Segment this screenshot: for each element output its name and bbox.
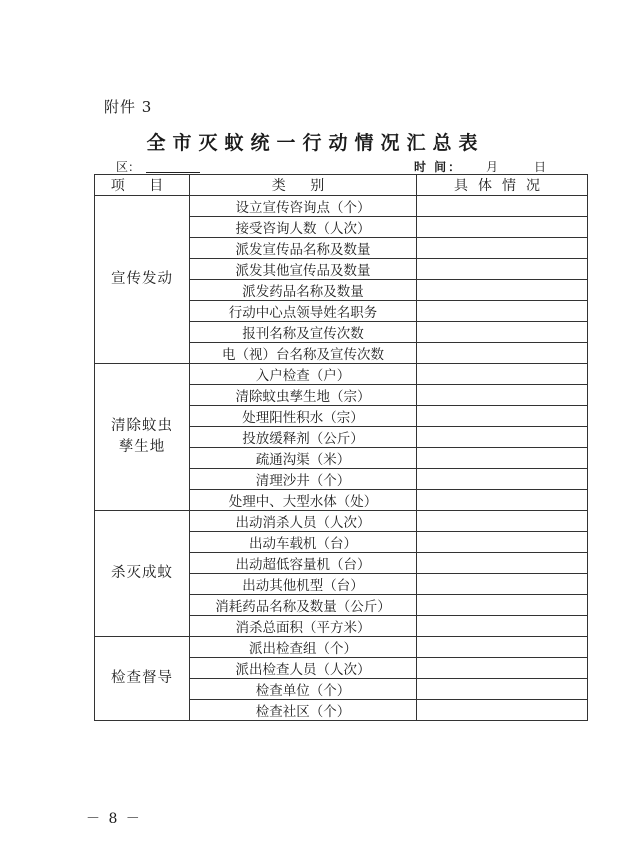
detail-cell[interactable]: [417, 637, 588, 658]
detail-cell[interactable]: [417, 364, 588, 385]
detail-cell[interactable]: [417, 469, 588, 490]
category-cell: 消杀总面积（平方米）: [190, 616, 417, 637]
detail-cell[interactable]: [417, 385, 588, 406]
detail-cell[interactable]: [417, 574, 588, 595]
page-number: － 8 －: [86, 811, 142, 827]
header-details: 具体情况: [417, 175, 588, 196]
category-cell: 消耗药品名称及数量（公斤）: [190, 595, 417, 616]
summary-table: [94, 174, 588, 721]
detail-cell[interactable]: [417, 679, 588, 700]
header-project: 项 目: [95, 175, 190, 196]
category-cell: 出动消杀人员（人次）: [190, 511, 417, 532]
table-row: [95, 637, 588, 658]
detail-cell[interactable]: [417, 301, 588, 322]
category-cell: 出动车载机（台）: [190, 532, 417, 553]
table-row: [95, 511, 588, 532]
category-cell: 疏通沟渠（米）: [190, 448, 417, 469]
detail-cell[interactable]: [417, 532, 588, 553]
category-cell: 清除蚊虫孳生地（宗）: [190, 385, 417, 406]
category-cell: 报刊名称及宣传次数: [190, 322, 417, 343]
district-label: 区：: [116, 160, 141, 174]
detail-cell[interactable]: [417, 616, 588, 637]
section-inspection: 检查督导: [95, 637, 190, 721]
category-cell: 检查社区（个）: [190, 700, 417, 721]
category-cell: 检查单位（个）: [190, 679, 417, 700]
section-breeding-site: 清除蚊虫孳生地: [95, 364, 190, 511]
category-cell: 处理阳性积水（宗）: [190, 406, 417, 427]
detail-cell[interactable]: [417, 196, 588, 217]
date-label: 时 间：: [414, 160, 463, 174]
detail-cell[interactable]: [417, 595, 588, 616]
table-row: [95, 364, 588, 385]
category-cell: 派发宣传品名称及数量: [190, 238, 417, 259]
category-cell: 派发其他宣传品及数量: [190, 259, 417, 280]
category-cell: 派发药品名称及数量: [190, 280, 417, 301]
attachment-label: 附件 3: [104, 98, 153, 116]
detail-cell[interactable]: [417, 280, 588, 301]
category-cell: 派出检查人员（人次）: [190, 658, 417, 679]
category-cell: 电（视）台名称及宣传次数: [190, 343, 417, 364]
category-cell: 行动中心点领导姓名职务: [190, 301, 417, 322]
detail-cell[interactable]: [417, 406, 588, 427]
category-cell: 清理沙井（个）: [190, 469, 417, 490]
month-label: 月: [486, 160, 499, 174]
table-header-row: [95, 175, 588, 196]
detail-cell[interactable]: [417, 238, 588, 259]
day-label: 日: [534, 160, 547, 174]
detail-cell[interactable]: [417, 490, 588, 511]
table-row: [95, 196, 588, 217]
detail-cell[interactable]: [417, 448, 588, 469]
document-title: 全市灭蚊统一行动情况汇总表: [146, 132, 485, 154]
category-cell: 设立宣传咨询点（个）: [190, 196, 417, 217]
detail-cell[interactable]: [417, 658, 588, 679]
meta-row: [96, 157, 588, 175]
detail-cell[interactable]: [417, 511, 588, 532]
category-cell: 出动超低容量机（台）: [190, 553, 417, 574]
detail-cell[interactable]: [417, 343, 588, 364]
header-category: 类 别: [190, 175, 417, 196]
section-adult-mosquito: 杀灭成蚊: [95, 511, 190, 637]
district-fill-line: [146, 172, 200, 173]
category-cell: 入户检查（户）: [190, 364, 417, 385]
category-cell: 处理中、大型水体（处）: [190, 490, 417, 511]
category-cell: 投放缓释剂（公斤）: [190, 427, 417, 448]
detail-cell[interactable]: [417, 700, 588, 721]
detail-cell[interactable]: [417, 427, 588, 448]
detail-cell[interactable]: [417, 217, 588, 238]
detail-cell[interactable]: [417, 553, 588, 574]
detail-cell[interactable]: [417, 322, 588, 343]
section-publicity: 宣传发动: [95, 196, 190, 364]
category-cell: 接受咨询人数（人次）: [190, 217, 417, 238]
category-cell: 派出检查组（个）: [190, 637, 417, 658]
category-cell: 出动其他机型（台）: [190, 574, 417, 595]
detail-cell[interactable]: [417, 259, 588, 280]
